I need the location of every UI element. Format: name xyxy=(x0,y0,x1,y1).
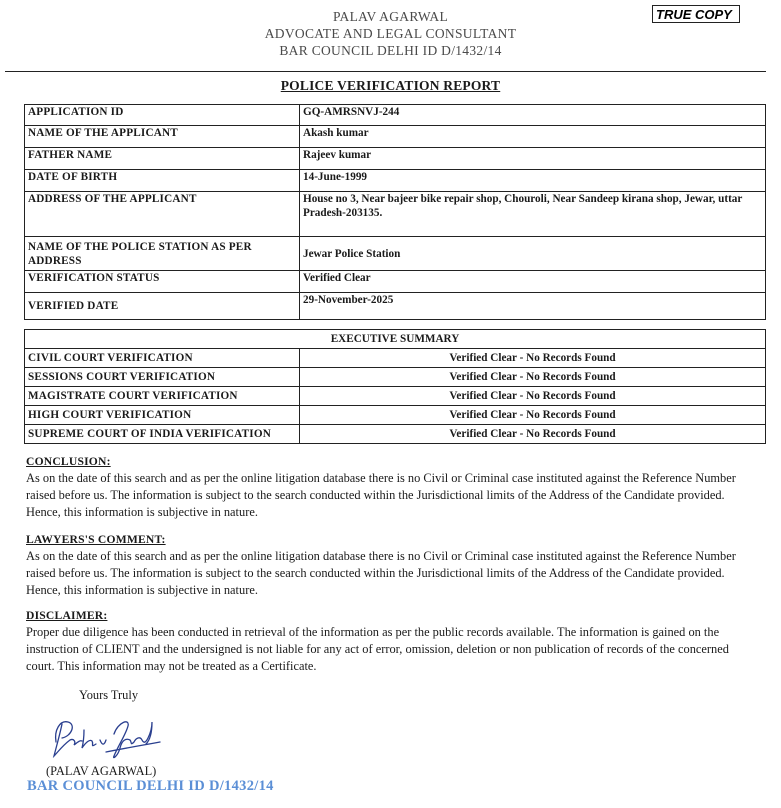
table-row xyxy=(25,368,766,387)
table-row xyxy=(25,330,766,349)
executive-summary-table xyxy=(24,329,766,444)
detail-value: Verified Clear xyxy=(300,271,766,293)
summary-value: Verified Clear - No Records Found xyxy=(300,368,766,387)
signatory-name: (PALAV AGARWAL) xyxy=(46,764,157,778)
report-title: POLICE VERIFICATION REPORT xyxy=(280,78,501,93)
disclaimer-section xyxy=(26,607,756,675)
summary-value: Verified Clear - No Records Found xyxy=(300,349,766,368)
detail-label: NAME OF THE POLICE STATION AS PER ADDRESS xyxy=(25,237,300,271)
conclusion-section xyxy=(26,453,756,521)
advocate-name: PALAV AGARWAL xyxy=(332,9,449,24)
summary-value: Verified Clear - No Records Found xyxy=(300,425,766,444)
detail-value: House no 3, Near bajeer bike repair shop, Chouroli, Near Sandeep kirana shop, Jewar, uttar Pradesh-203135. xyxy=(300,192,766,237)
table-row xyxy=(25,349,766,368)
detail-label: FATHER NAME xyxy=(25,148,300,170)
detail-label: NAME OF THE APPLICANT xyxy=(25,126,300,148)
true-copy-stamp: TRUE COPY xyxy=(652,5,740,23)
table-row xyxy=(25,406,766,425)
table-row xyxy=(25,148,766,170)
table-row xyxy=(25,387,766,406)
summary-label: SESSIONS COURT VERIFICATION xyxy=(25,368,300,387)
table-row xyxy=(25,105,766,126)
detail-value: 29-November-2025 xyxy=(300,293,766,320)
table-row xyxy=(25,170,766,192)
advocate-role: ADVOCATE AND LEGAL CONSULTANT xyxy=(264,26,517,41)
table-row xyxy=(25,293,766,320)
lawyers-comment-text: As on the date of this search and as per the online litigation database there is no Civil or Criminal case instituted against the Reference Number raised before us. The information is subject to the search conducted within the Jurisdictional limits of the Address of the Candidate provided. Hence, this information is subjective in nature. xyxy=(26,549,736,597)
detail-label: VERIFICATION STATUS xyxy=(25,271,300,293)
lawyers-comment-section xyxy=(26,531,756,599)
table-row xyxy=(25,192,766,237)
summary-label: CIVIL COURT VERIFICATION xyxy=(25,349,300,368)
header-divider xyxy=(5,71,766,72)
table-row xyxy=(25,425,766,444)
summary-value: Verified Clear - No Records Found xyxy=(300,387,766,406)
table-row xyxy=(25,237,766,271)
table-row xyxy=(25,126,766,148)
detail-value: 14-June-1999 xyxy=(300,170,766,192)
signatory-council-id: BAR COUNCIL DELHI ID D/1432/14 xyxy=(27,778,274,794)
disclaimer-heading: DISCLAIMER: xyxy=(26,609,108,622)
disclaimer-text: Proper due diligence has been conducted in retrieval of the information as per the public records available. The information is gained on the instruction of CLIENT and the undersigned is not liable for any act of error, omission, deletion or non publication of records of the concerned court. This information may not be treated as a Certificate. xyxy=(26,625,729,673)
summary-value: Verified Clear - No Records Found xyxy=(300,406,766,425)
detail-label: APPLICATION ID xyxy=(25,105,300,126)
lawyers-comment-heading: LAWYERS'S COMMENT: xyxy=(26,533,166,546)
summary-label: SUPREME COURT OF INDIA VERIFICATION xyxy=(25,425,300,444)
detail-value: Jewar Police Station xyxy=(300,237,766,271)
summary-label: MAGISTRATE COURT VERIFICATION xyxy=(25,387,300,406)
table-row xyxy=(25,271,766,293)
signature-image xyxy=(48,712,163,764)
detail-value: Rajeev kumar xyxy=(300,148,766,170)
summary-label: HIGH COURT VERIFICATION xyxy=(25,406,300,425)
applicant-details-table xyxy=(24,104,766,320)
conclusion-text: As on the date of this search and as per the online litigation database there is no Civil or Criminal case instituted against the Reference Number raised before us. The information is subject to the search conducted within the Jurisdictional limits of the Address of the Candidate provided. Hence, this information is subjective in nature. xyxy=(26,471,736,519)
detail-label: VERIFIED DATE xyxy=(25,293,300,320)
summary-heading: EXECUTIVE SUMMARY xyxy=(25,330,766,349)
detail-value: GQ-AMRSNVJ-244 xyxy=(300,105,766,126)
conclusion-heading: CONCLUSION: xyxy=(26,455,111,468)
closing-salutation: Yours Truly xyxy=(79,688,139,702)
detail-value: Akash kumar xyxy=(300,126,766,148)
detail-label: ADDRESS OF THE APPLICANT xyxy=(25,192,300,237)
detail-label: DATE OF BIRTH xyxy=(25,170,300,192)
advocate-council-id: BAR COUNCIL DELHI ID D/1432/14 xyxy=(279,43,502,58)
